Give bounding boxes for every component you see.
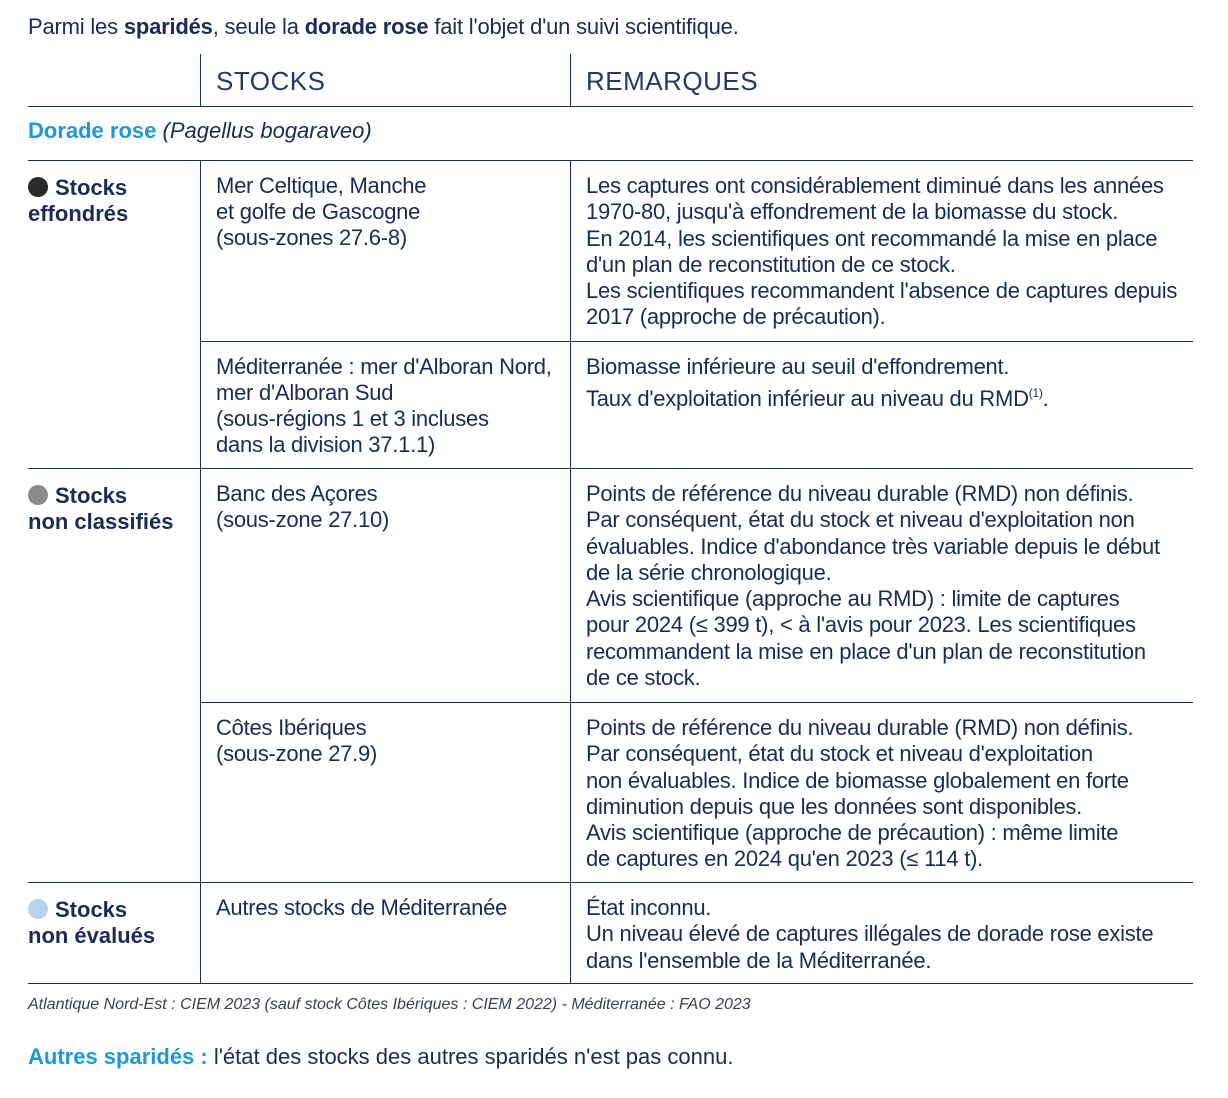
stock-cell (200, 883, 571, 983)
remark-line: Un niveau élevé de captures illégales de dorade rose existe (586, 921, 1154, 947)
table-row (200, 883, 1193, 983)
table-row (200, 702, 1193, 883)
remarks-cell (570, 342, 1193, 469)
outro-label: Autres sparidés : (28, 1044, 208, 1069)
category-line: effondrés (28, 201, 129, 226)
grey-dot-icon (28, 485, 48, 505)
intro-bold-sparides: sparidés (123, 14, 213, 39)
intro-text-2: , seule la (212, 14, 305, 39)
stock-line: Côtes Ibériques (216, 715, 367, 740)
stock-line: mer d'Alboran Sud (216, 380, 394, 405)
stock-line: (sous-zones 27.6-8) (216, 225, 407, 250)
category-line: non classifiés (28, 509, 174, 534)
stock-cell (200, 469, 571, 702)
stock-cell (200, 703, 571, 883)
remark-line: Avis scientifique (approche de précaution) : même limite (586, 820, 1119, 846)
remark-line: pour 2024 (≤ 399 t), < à l'avis pour 2023. Les scientifiques (586, 612, 1136, 638)
remarks-cell (570, 883, 1193, 983)
category-label (28, 897, 198, 949)
table-row (200, 469, 1193, 702)
remark-line: Les scientifiques recommandent l'absence de captures depuis (586, 278, 1178, 304)
table-header (28, 54, 1193, 107)
remark-line: dans l'ensemble de la Méditerranée. (586, 947, 932, 973)
remark-line: En 2014, les scientifiques ont recommandé la mise en place (586, 225, 1158, 251)
table-row (200, 161, 1193, 341)
remark-line: de la série chronologique. (586, 559, 832, 585)
stock-line: Mer Celtique, Manche (216, 173, 427, 198)
species-latin: (Pagellus bogaraveo) (162, 118, 372, 143)
remark-line: de captures en 2024 qu'en 2023 (≤ 114 t). (586, 846, 984, 872)
remark-line-with-footnote (586, 380, 1193, 412)
footnote-marker: (1) (1028, 386, 1043, 401)
remark-line: Biomasse inférieure au seuil d'effondrement. (586, 354, 1010, 379)
header-remarques: REMARQUES (570, 54, 758, 106)
category-label (28, 483, 198, 535)
stock-line: et golfe de Gascogne (216, 199, 421, 224)
species-name: Dorade rose (28, 118, 157, 143)
outro-text: l'état des stocks des autres sparidés n'est pas connu. (207, 1044, 734, 1069)
intro-sentence (28, 14, 739, 40)
stock-line: (sous-zone 27.10) (216, 507, 390, 532)
stock-line: Banc des Açores (216, 481, 378, 506)
category-line: Stocks (55, 483, 128, 508)
remark-line: de ce stock. (586, 665, 701, 691)
remarks-cell (570, 161, 1193, 341)
remark-line: diminution depuis que les données sont disponibles. (586, 793, 1083, 819)
remark-line: Par conséquent, état du stock et niveau d'exploitation non (586, 507, 1135, 533)
section-stocks-effondres (28, 160, 1193, 469)
remark-period: . (1042, 386, 1049, 412)
category-line: Stocks (55, 175, 128, 200)
remark-line: 1970-80, jusqu'à effondrement de la biomasse du stock. (586, 199, 1119, 225)
category-label (28, 175, 198, 227)
remark-line: Les captures ont considérablement diminué dans les années (586, 173, 1164, 198)
remark-line: État inconnu. (586, 895, 712, 920)
stock-cell (200, 161, 571, 341)
section-stocks-non-evalues (28, 882, 1193, 984)
remark-line: Points de référence du niveau durable (RMD) non définis. (586, 481, 1134, 506)
intro-bold-dorade: dorade rose (304, 14, 429, 39)
remark-line: non évaluables. Indice de biomasse globalement en forte (586, 767, 1129, 793)
outro-sentence (28, 1044, 733, 1070)
remark-line: recommandent la mise en place d'un plan de reconstitution (586, 638, 1146, 664)
category-line: Stocks (55, 897, 128, 922)
stock-line: dans la division 37.1.1) (216, 432, 436, 457)
remark-line: 2017 (approche de précaution). (586, 304, 886, 330)
table-row (200, 341, 1193, 469)
light-blue-dot-icon (28, 899, 48, 919)
category-line: non évalués (28, 923, 156, 948)
stock-cell (200, 342, 571, 469)
remarks-cell (570, 469, 1193, 702)
intro-text-3: fait l'objet d'un suivi scientifique. (428, 14, 739, 39)
species-title (28, 118, 372, 144)
remark-line: évaluables. Indice d'abondance très variable depuis le début (586, 533, 1160, 559)
remark-text: Taux d'exploitation inférieur au niveau du RMD (586, 386, 1029, 412)
black-dot-icon (28, 177, 48, 197)
header-stocks: STOCKS (200, 54, 325, 106)
remark-line: Avis scientifique (approche au RMD) : limite de captures (586, 586, 1120, 612)
stock-line: Méditerranée : mer d'Alboran Nord, (216, 354, 552, 379)
remark-line: Points de référence du niveau durable (RMD) non définis. (586, 715, 1134, 740)
remark-line: d'un plan de reconstitution de ce stock. (586, 251, 956, 277)
stock-line: (sous-zone 27.9) (216, 741, 378, 766)
section-stocks-non-classifies (28, 468, 1193, 883)
remarks-cell (570, 703, 1193, 883)
remark-line: Par conséquent, état du stock et niveau d'exploitation (586, 741, 1093, 767)
intro-text-1: Parmi les (28, 14, 124, 39)
source-note: Atlantique Nord-Est : CIEM 2023 (sauf stock Côtes Ibériques : CIEM 2022) - Méditerranée : FAO 2023 (28, 996, 751, 1013)
stock-line: Autres stocks de Méditerranée (216, 895, 508, 920)
stock-line: (sous-régions 1 et 3 incluses (216, 406, 489, 431)
